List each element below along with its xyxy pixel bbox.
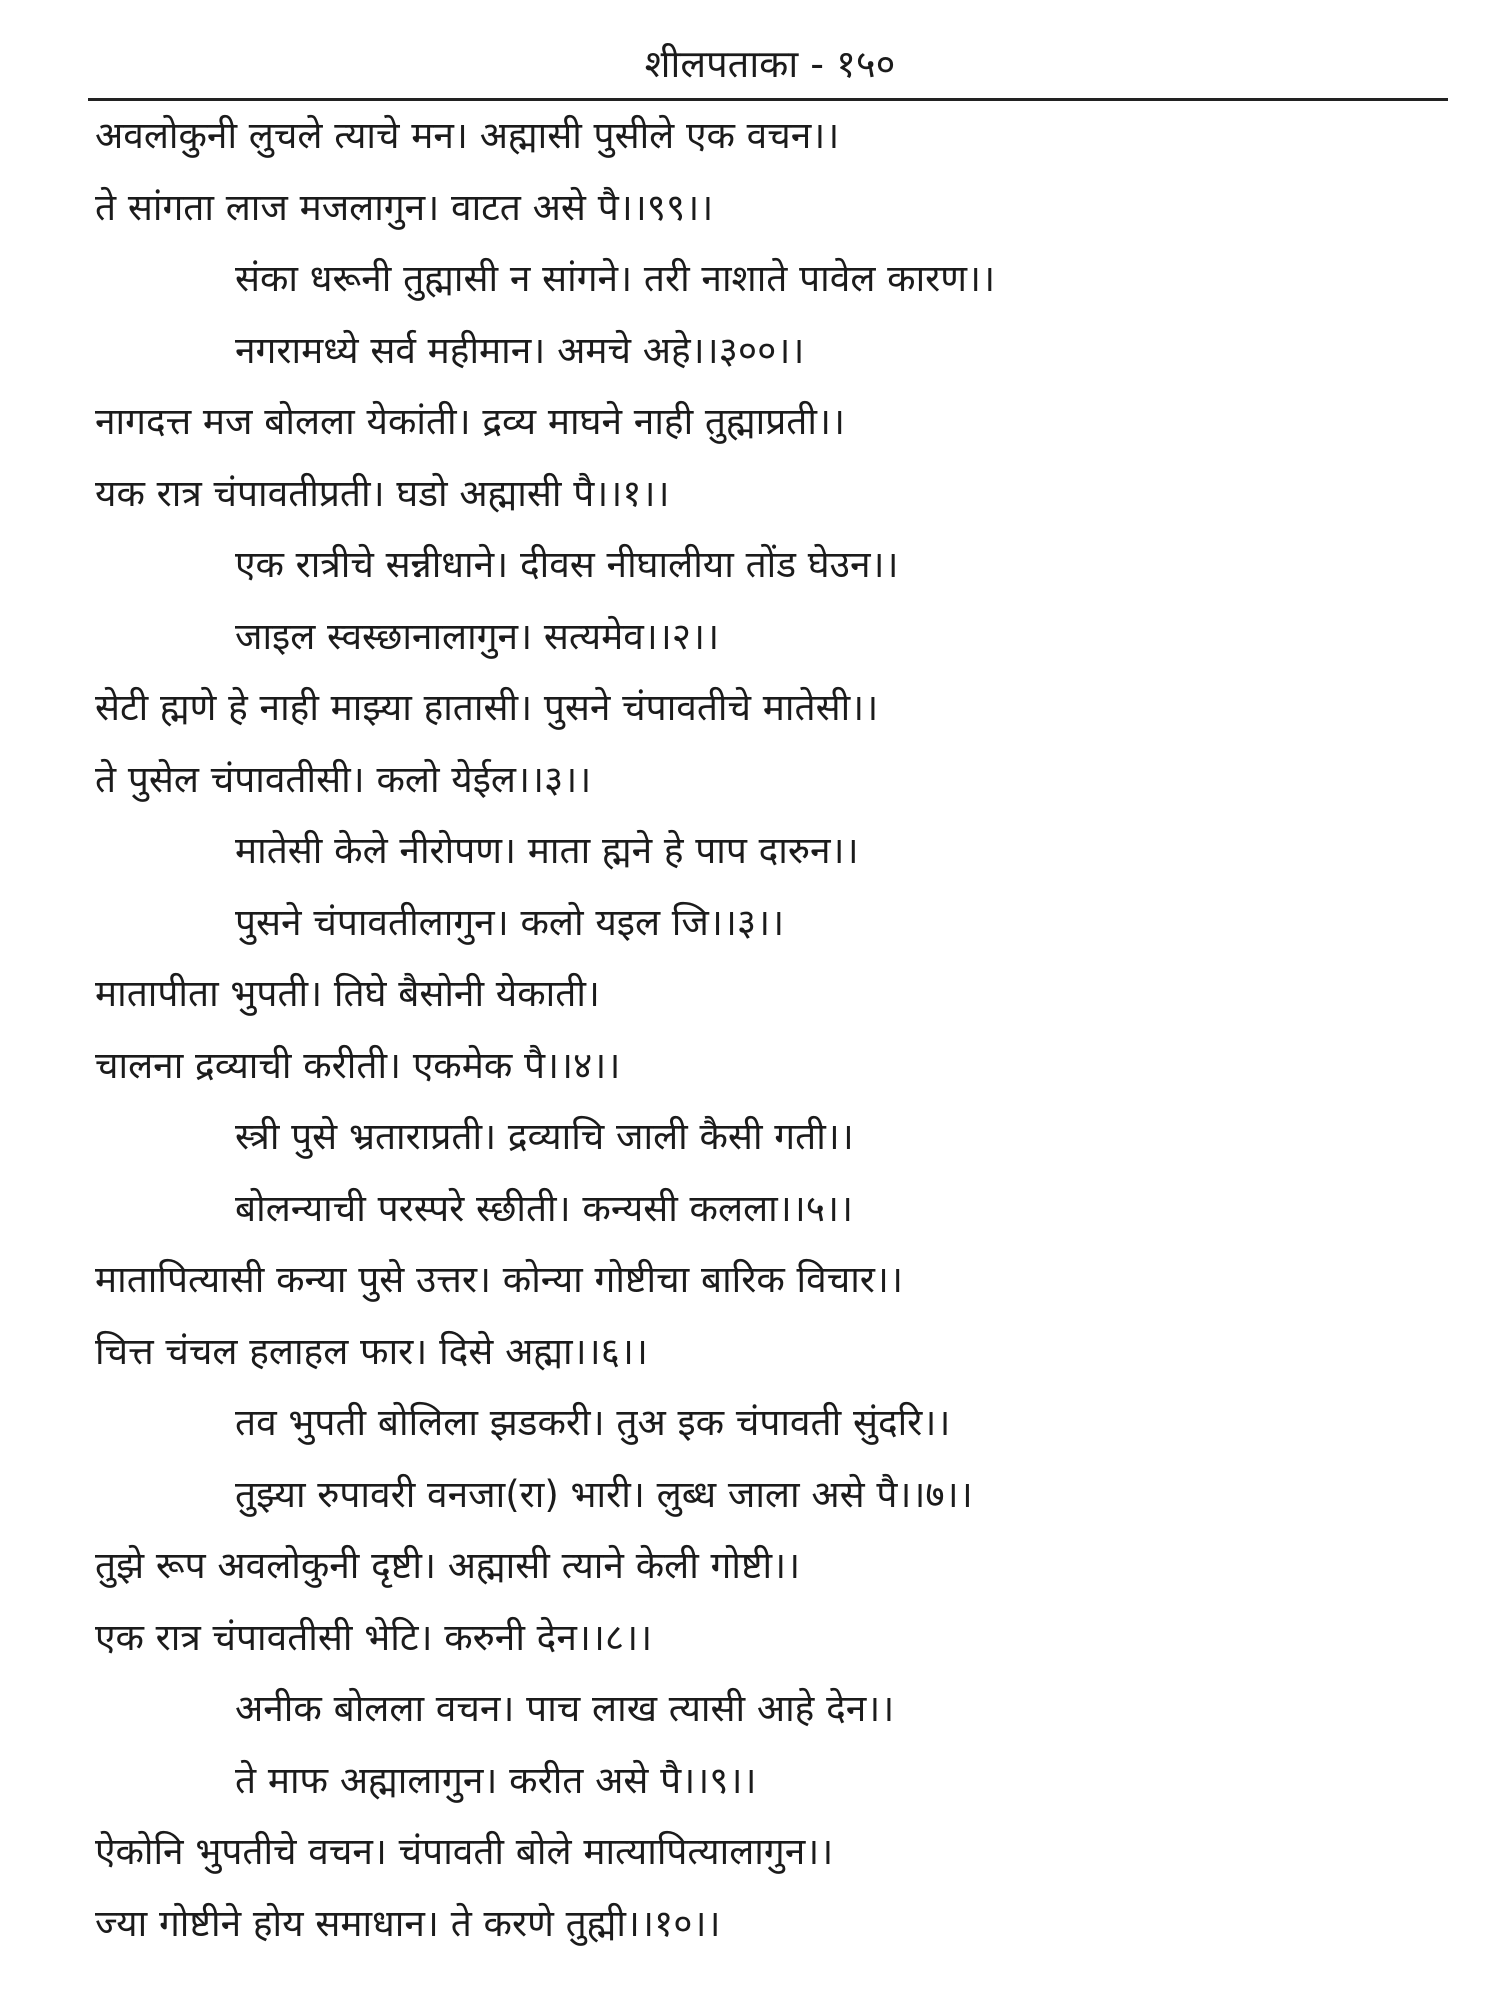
verse-line: ते माफ अह्मालागुन। करीत असे पै।।९।।	[235, 1758, 757, 1802]
verse-line: एक रात्रीचे सन्नीधाने। दीवस नीघालीया तोंड घेउन।।	[235, 543, 899, 586]
verse-line: नगरामध्ये सर्व महीमान। अमचे अहे।।३००।।	[235, 328, 805, 372]
header-rule	[88, 98, 1448, 101]
verse-line: मातापीता भुपती। तिघे बैसोनी येकाती।	[95, 972, 600, 1015]
verse-line: तुझ्या रुपावरी वनजा(रा) भारी। लुब्ध जाला असे पै।।७।।	[235, 1472, 973, 1516]
verse-line: तुझे रूप अवलोकुनी दृष्टी। अह्मासी त्याने केली गोष्टी।।	[95, 1544, 801, 1587]
verse-line: सेटी ह्मणे हे नाही माझ्या हातासी। पुसने चंपावतीचे मातेसी।।	[95, 686, 879, 729]
verse-line: मातेसी केले नीरोपण। माता ह्मने हे पाप दारुन।।	[235, 829, 859, 872]
page-header: शीलपताका - १५०	[644, 42, 896, 86]
verse-line: ते सांगता लाज मजलागुन। वाटत असे पै।।९९।।	[95, 185, 714, 229]
verse-line: जाइल स्वस्छानालागुन। सत्यमेव।।२।।	[235, 614, 720, 658]
verse-line: मातापित्यासी कन्या पुसे उत्तर। कोन्या गोष्टीचा बारिक विचार।।	[95, 1258, 903, 1301]
verse-line: स्त्री पुसे भ्रताराप्रती। द्रव्याचि जाली कैसी गती।।	[235, 1115, 854, 1158]
verse-line: एक रात्र चंपावतीसी भेटि। करुनी देन।।८।।	[95, 1615, 653, 1659]
verse-line: ऐकोनि भुपतीचे वचन। चंपावती बोले मात्यापित्यालागुन।।	[95, 1830, 834, 1873]
verse-line: ज्या गोष्टीने होय समाधान। ते करणे तुह्मी।।१०।।	[95, 1901, 721, 1945]
verse-line: बोलन्याची परस्परे स्छीती। कन्यसी कलला।।५।।	[235, 1186, 854, 1230]
verse-line: चित्त चंचल हलाहल फार। दिसे अह्मा।।६।।	[95, 1329, 648, 1373]
verse-line: संका धरूनी तुह्मासी न सांगने। तरी नाशाते पावेल कारण।।	[235, 257, 996, 300]
verse-line: तव भुपती बोलिला झडकरी। तुअ इक चंपावती सुंदरि।।	[235, 1401, 951, 1444]
verse-line: अनीक बोलला वचन। पाच लाख त्यासी आहे देन।।	[235, 1687, 895, 1730]
verse-line: यक रात्र चंपावतीप्रती। घडो अह्मासी पै।।१।।	[95, 471, 670, 515]
verse-line: नागदत्त मज बोलला येकांती। द्रव्य माघने नाही तुह्माप्रती।।	[95, 400, 845, 443]
verse-line: ते पुसेल चंपावतीसी। कलो येईल।।३।।	[95, 757, 592, 801]
verse-line: चालना द्रव्याची करीती। एकमेक पै।।४।।	[95, 1043, 621, 1087]
verse-line: अवलोकुनी लुचले त्याचे मन। अह्मासी पुसीले एक वचन।।	[95, 114, 840, 157]
verse-line: पुसने चंपावतीलागुन। कलो यइल जि।।३।।	[235, 900, 785, 944]
